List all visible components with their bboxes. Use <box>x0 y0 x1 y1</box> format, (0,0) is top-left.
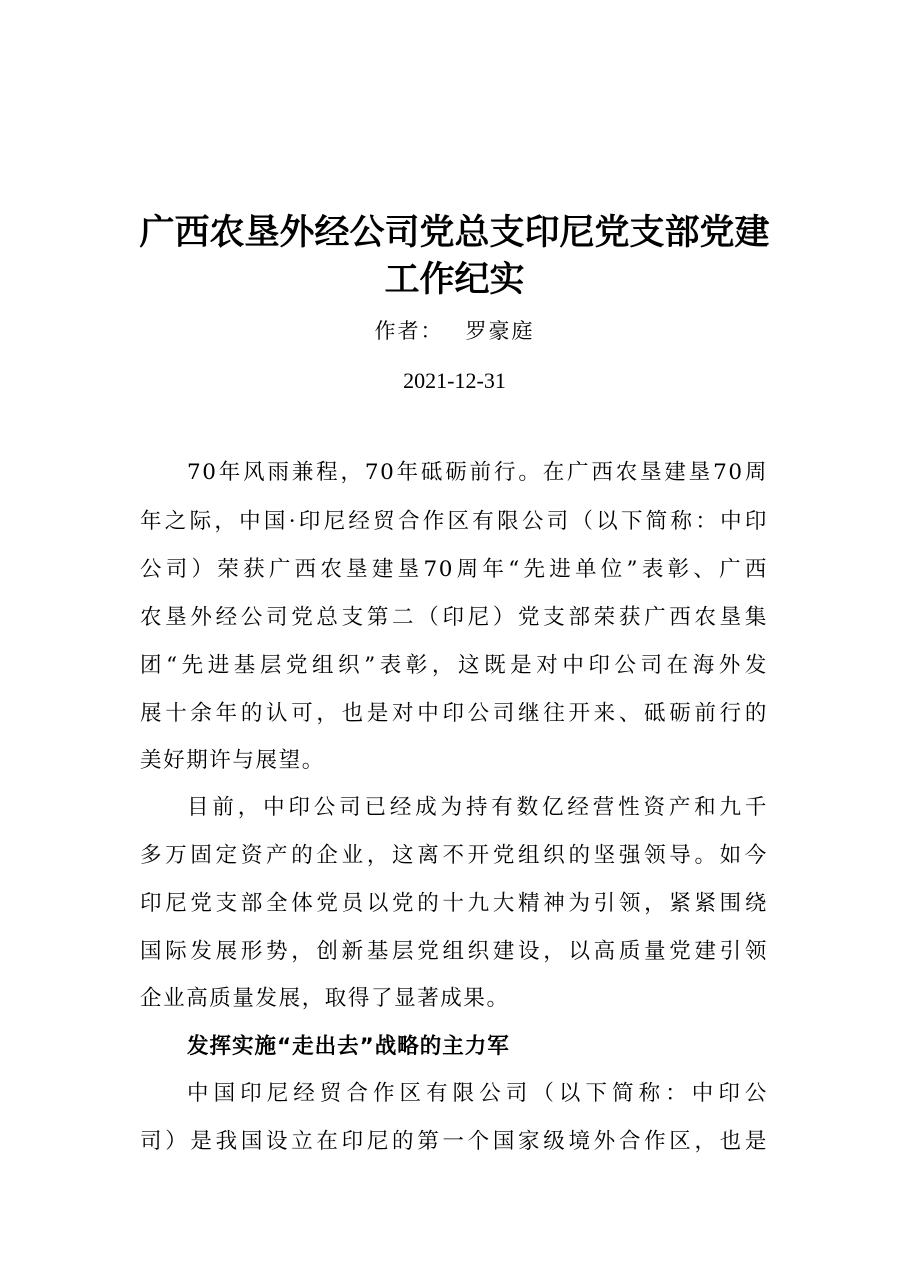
paragraph-2-line-2: 多万固定资产的企业，这离不开党组织的坚强领导。如今 <box>140 843 768 868</box>
paragraph-1-line-6: 展十余年的认可，也是对中印公司继往开来、砥砺前行的 <box>140 701 768 726</box>
paragraph-1-line-5: 团“先进基层党组织”表彰，这既是对中印公司在海外发 <box>140 653 768 678</box>
paragraph-1-line-3: 公司）荣获广西农垦建垦70周年“先进单位”表彰、广西 <box>140 557 768 582</box>
paragraph-2-line-1: 目前，中印公司已经成为持有数亿经营性资产和九千 <box>187 795 768 820</box>
document-title-line-1: 广西农垦外经公司党总支印尼党支部党建 <box>139 213 770 253</box>
paragraph-2-line-3: 印尼党支部全体党员以党的十九大精神为引领，紧紧围绕 <box>140 891 768 916</box>
author-name: 罗豪庭 <box>465 319 535 343</box>
paragraph-1-line-4: 农垦外经公司党总支第二（印尼）党支部荣获广西农垦集 <box>140 605 768 630</box>
paragraph-2-line-5: 企业高质量发展，取得了显著成果。 <box>140 986 510 1011</box>
paragraph-1-line-1: 70年风雨兼程，70年砥砺前行。在广西农垦建垦70周 <box>187 460 768 485</box>
paragraph-3-line-1: 中国印尼经贸合作区有限公司（以下简称：中印公 <box>187 1081 768 1106</box>
section-heading: 发挥实施“走出去”战略的主力军 <box>187 1034 510 1059</box>
document-title-line-2: 工作纪实 <box>384 260 525 300</box>
paragraph-2-line-4: 国际发展形势，创新基层党组织建设，以高质量党建引领 <box>140 939 768 964</box>
paragraph-1-line-2: 年之际，中国·印尼经贸合作区有限公司（以下简称：中印 <box>140 509 768 534</box>
author-line <box>0 316 909 346</box>
author-label: 作者： <box>374 319 444 343</box>
document-date: 2021-12-31 <box>403 368 506 393</box>
paragraph-1-line-7: 美好期许与展望。 <box>140 748 325 773</box>
paragraph-3-line-2: 司）是我国设立在印尼的第一个国家级境外合作区，也是 <box>140 1129 768 1154</box>
